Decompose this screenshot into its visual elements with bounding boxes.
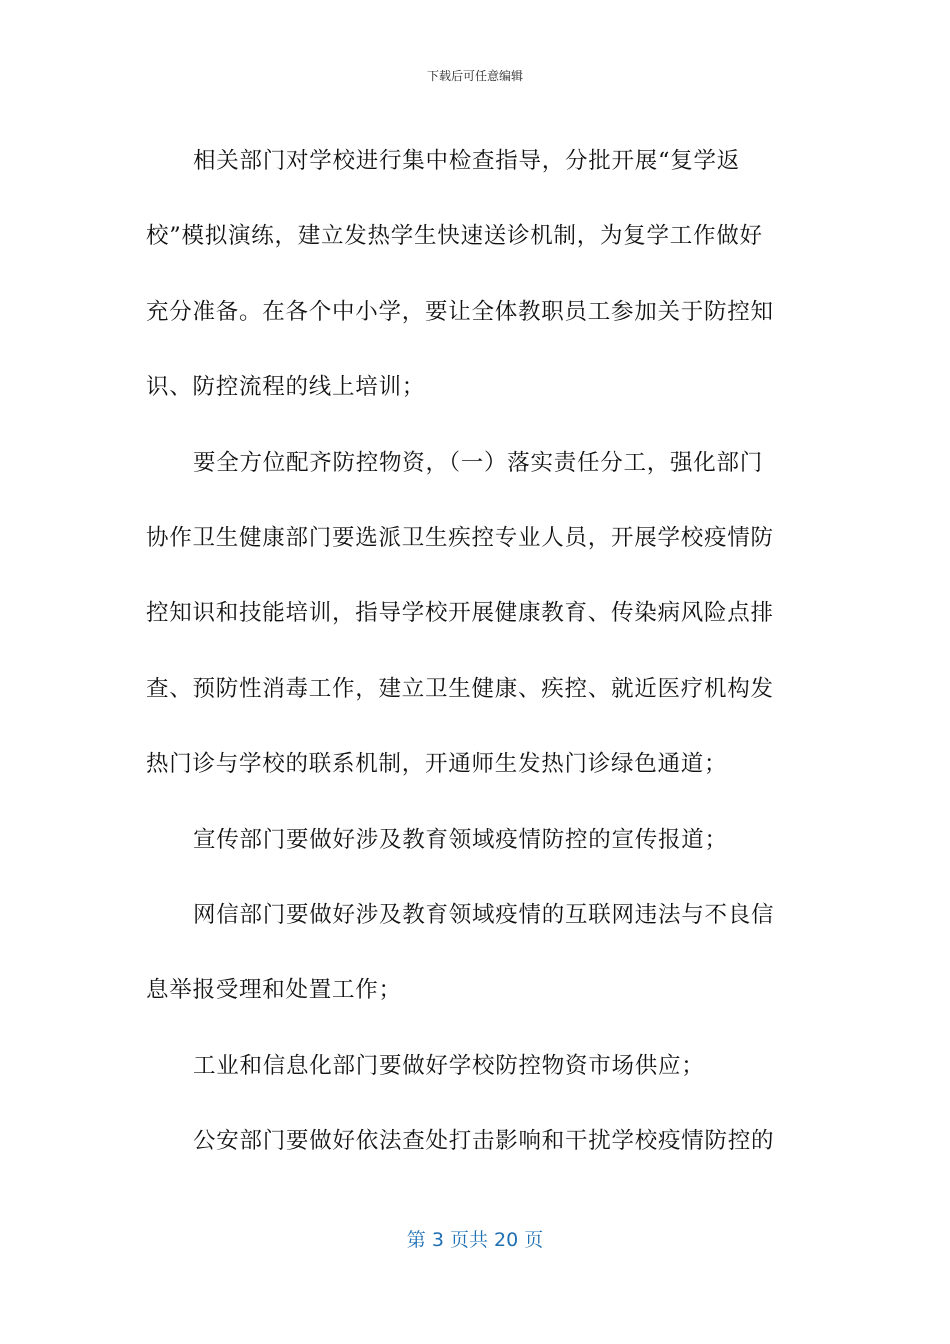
paragraph-line: 校”模拟演练，建立发热学生快速送诊机制，为复学工作做好 — [146, 223, 763, 250]
paragraph-line: 要全方位配齐防控物资，（一）落实责任分工，强化部门 — [193, 449, 764, 476]
paragraph-line: 宣传部门要做好涉及教育领域疫情防控的宣传报道； — [193, 826, 728, 853]
document-body — [146, 124, 790, 1179]
paragraph-line: 查、预防性消毒工作，建立卫生健康、疾控、就近医疗机构发 — [146, 675, 774, 702]
paragraph-line: 工业和信息化部门要做好学校防控物资市场供应； — [193, 1052, 705, 1079]
paragraph-line: 相关部门对学校进行集中检查指导，分批开展“复学返 — [193, 148, 741, 174]
paragraph-line: 网信部门要做好涉及教育领域疫情的互联网违法与不良信 — [193, 901, 775, 928]
paragraph-line: 充分准备。在各个中小学，要让全体教职员工参加关于防控知 — [146, 298, 774, 325]
header-note: 下载后可任意编辑 — [426, 69, 523, 83]
paragraph-line: 息举报受理和处置工作； — [146, 977, 402, 1004]
page-number-footer: 第 3 页共 20 页 — [406, 1229, 544, 1251]
paragraph-line: 识、防控流程的线上培训； — [146, 374, 426, 401]
paragraph-line: 公安部门要做好依法查处打击影响和干扰学校疫情防控的 — [193, 1128, 775, 1155]
paragraph-line: 协作卫生健康部门要选派卫生疾控专业人员，开展学校疫情防 — [146, 524, 774, 551]
paragraph-line: 控知识和技能培训，指导学校开展健康教育、传染病风险点排 — [146, 600, 774, 627]
paragraph-line: 热门诊与学校的联系机制，开通师生发热门诊绿色通道； — [146, 751, 728, 778]
